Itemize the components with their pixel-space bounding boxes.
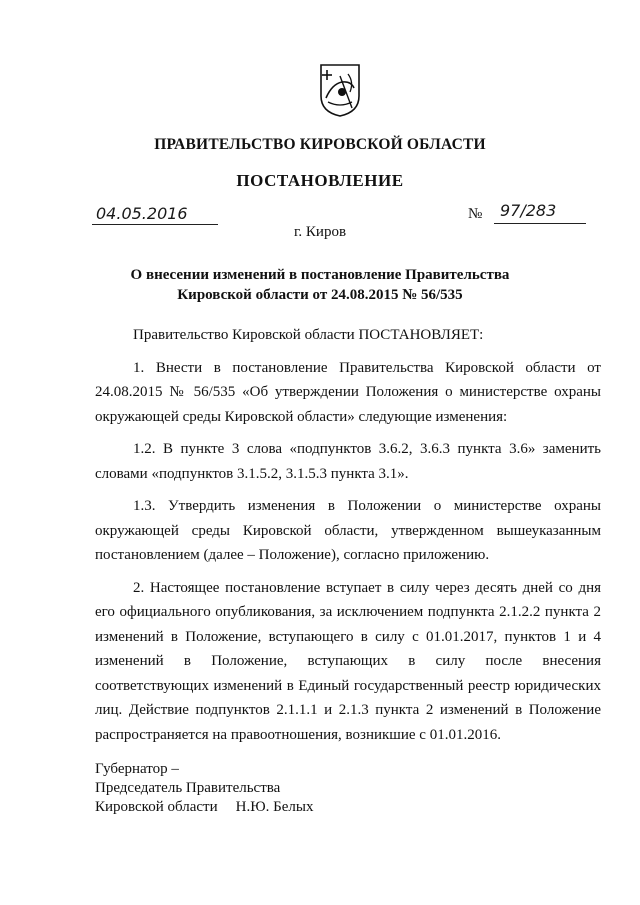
number-label: № xyxy=(468,206,483,222)
city: г. Киров xyxy=(293,224,347,240)
paragraph-2: 2. Настоящее постановление вступает в силу через десять дней со дня его официального опубликования, за исключением подпункта 2.1.2.2 пункта 2 изменений в Положение, вступающего в силу с 01.01.2017, пунктов 1 и 4 изменений в Положение, вступающих в силу после внесения соответствующих изменений в Единый государственный реестр юридических лиц. Действие подпунктов 2.1.1.1 и 2.1.3 пункта 2 изменений в Положение распространяется на правоотношения, возникшие с 01.01.2016. xyxy=(95,579,601,743)
paragraph-preamble: Правительство Кировской области ПОСТАНОВЛЯЕТ: xyxy=(133,327,484,343)
document-date: 04.05.2016 xyxy=(96,204,188,223)
subject-line-2: Кировской области от 24.08.2015 № 56/535 xyxy=(177,287,463,303)
kirov-oblast-coat-of-arms-icon xyxy=(318,62,362,118)
document-body xyxy=(95,323,601,755)
signature-region: Кировской области xyxy=(95,799,218,815)
signatory-name: Н.Ю. Белых xyxy=(235,799,314,815)
paragraph-1: 1. Внести в постановление Правительства Кировской области от 24.08.2015 № 56/535 «Об утверждении Положения о министерстве охраны окружающей среды Кировской области» следующие изменения: xyxy=(95,359,601,425)
subject-line-1: О внесении изменений в постановление Правительства xyxy=(130,267,510,283)
document-subject xyxy=(0,265,640,305)
signature-line-3 xyxy=(95,798,313,817)
paragraph-1-2: 1.2. В пункте 3 слова «подпунктов 3.6.2, 3.6.3 пункта 3.6» заменить словами «подпунктов 3.1.5.2, 3.1.5.3 пункта 3.1». xyxy=(95,441,601,482)
signature-block xyxy=(95,760,313,817)
document-type: ПОСТАНОВЛЕНИЕ xyxy=(236,171,404,190)
signature-line-1: Губернатор – xyxy=(95,761,179,777)
document-number: 97/283 xyxy=(500,201,557,220)
signature-line-2: Председатель Правительства xyxy=(95,780,281,796)
government-title: ПРАВИТЕЛЬСТВО КИРОВСКОЙ ОБЛАСТИ xyxy=(154,136,486,153)
paragraph-1-3: 1.3. Утвердить изменения в Положении о министерстве охраны окружающей среды Кировской области, утвержденном вышеуказанным постановлением (далее – Положение), согласно приложению. xyxy=(95,498,601,563)
